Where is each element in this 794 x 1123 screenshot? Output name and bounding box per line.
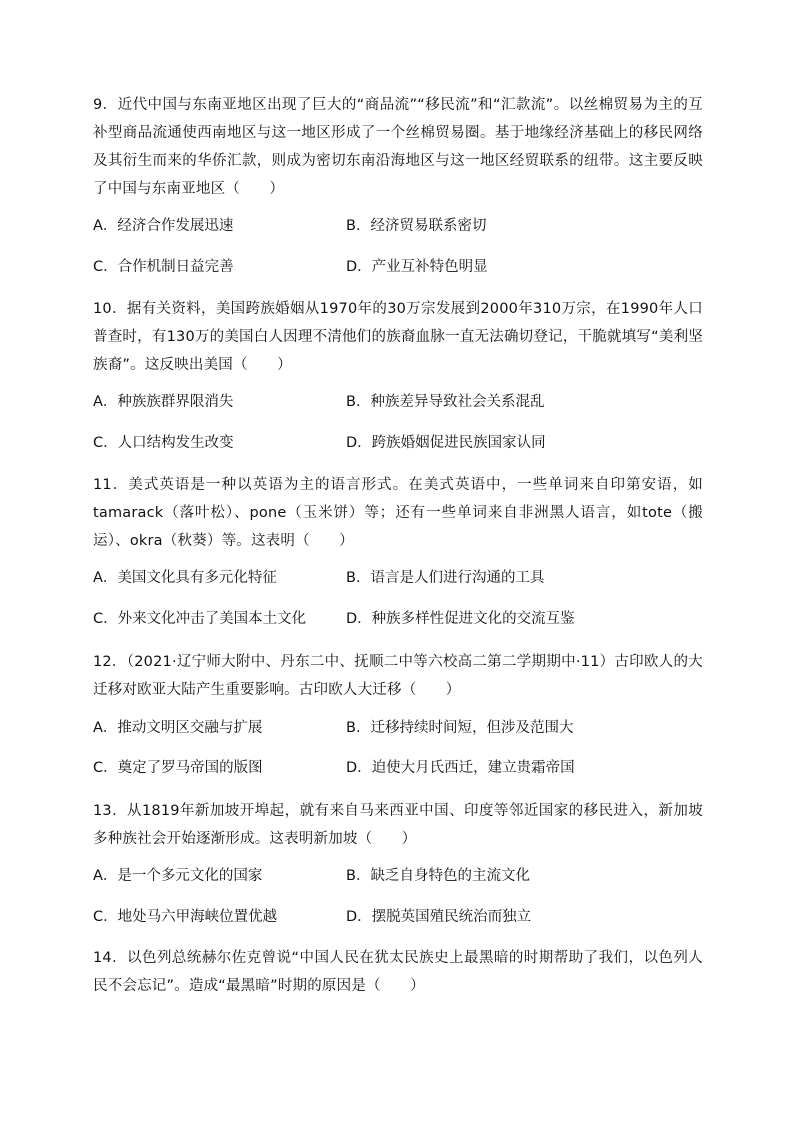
question-12-stem: 12．（2021·辽宁师大附中、丹东二中、抚顺二中等六校高二第二学期期中·11）古印欧人的大迁移对欧亚大陆产生重要影响。古印欧人大迁移（ ） bbox=[93, 654, 703, 698]
question-11-option-d: D．种族多样性促进文化的交流互鉴 bbox=[346, 611, 575, 627]
question-9-option-d: D．产业互补特色明显 bbox=[346, 259, 488, 275]
question-12-option-c: C．奠定了罗马帝国的版图 bbox=[93, 760, 263, 776]
question-13-option-a: A．是一个多元文化的国家 bbox=[93, 868, 263, 884]
question-14-stem: 14．以色列总统赫尔佐克曾说“中国人民在犹太民族史上最黑暗的时期帮助了我们，以色列人民不会忘记”。造成“最黑暗”时期的原因是（ ） bbox=[93, 950, 703, 994]
question-12-option-b: B．迁移持续时间短，但涉及范围大 bbox=[346, 720, 574, 736]
question-13-option-d: D．摆脱英国殖民统治而独立 bbox=[346, 909, 532, 925]
question-11-option-b: B．语言是人们进行沟通的工具 bbox=[346, 570, 545, 586]
question-11-option-c: C．外来文化冲击了美国本土文化 bbox=[93, 611, 307, 627]
question-10-option-d: D．跨族婚姻促进民族国家认同 bbox=[346, 435, 546, 451]
question-13-option-b: B．缺乏自身特色的主流文化 bbox=[346, 868, 530, 884]
question-10-option-b: B．种族差异导致社会关系混乱 bbox=[346, 394, 545, 410]
question-11-option-a: A．美国文化具有多元化特征 bbox=[93, 570, 277, 586]
question-13-stem: 13．从1819年新加坡开埠起，就有来自马来西亚中国、印度等邻近国家的移民进入，新加坡多种族社会开始逐渐形成。这表明新加坡（ ） bbox=[93, 803, 703, 847]
question-13-option-c: C．地处马六甲海峡位置优越 bbox=[93, 909, 278, 925]
question-9-option-a: A．经济合作发展迅速 bbox=[93, 218, 234, 234]
question-10-option-a: A．种族族群界限消失 bbox=[93, 394, 234, 410]
question-9-stem: 9．近代中国与东南亚地区出现了巨大的“商品流”“移民流”和“汇款流”。以丝棉贸易为主的互补型商品流通使西南地区与这一地区形成了一个丝棉贸易圈。基于地缘经济基础上的移民网络及其衍生而来的华侨汇款，则成为密切东南沿海地区与这一地区经贸联系的纽带。这主要反映了中国与东南亚地区（ ） bbox=[93, 97, 703, 197]
question-12-option-d: D．迫使大月氏西迁，建立贵霜帝国 bbox=[346, 760, 575, 776]
question-11-stem: 11．美式英语是一种以英语为主的语言形式。在美式英语中，一些单词来自印第安语，如tamarack（落叶松）、pone（玉米饼）等；还有一些单词来自非洲黑人语言，如tote（搬运）、okra（秋葵）等。这表明（ ） bbox=[93, 477, 703, 549]
question-12-option-a: A．推动文明区交融与扩展 bbox=[93, 720, 263, 736]
question-9-option-b: B．经济贸易联系密切 bbox=[346, 218, 487, 234]
question-10-stem: 10．据有关资料，美国跨族婚姻从1970年的30万宗发展到2000年310万宗，在1990年人口普查时，有130万的美国白人因理不清他们的族裔血脉一直无法确切登记，干脆就填写“美利坚族裔”。这反映出美国（ ） bbox=[93, 301, 703, 373]
question-9-option-c: C．合作机制日益完善 bbox=[93, 259, 234, 275]
question-10-option-c: C．人口结构发生改变 bbox=[93, 435, 234, 451]
